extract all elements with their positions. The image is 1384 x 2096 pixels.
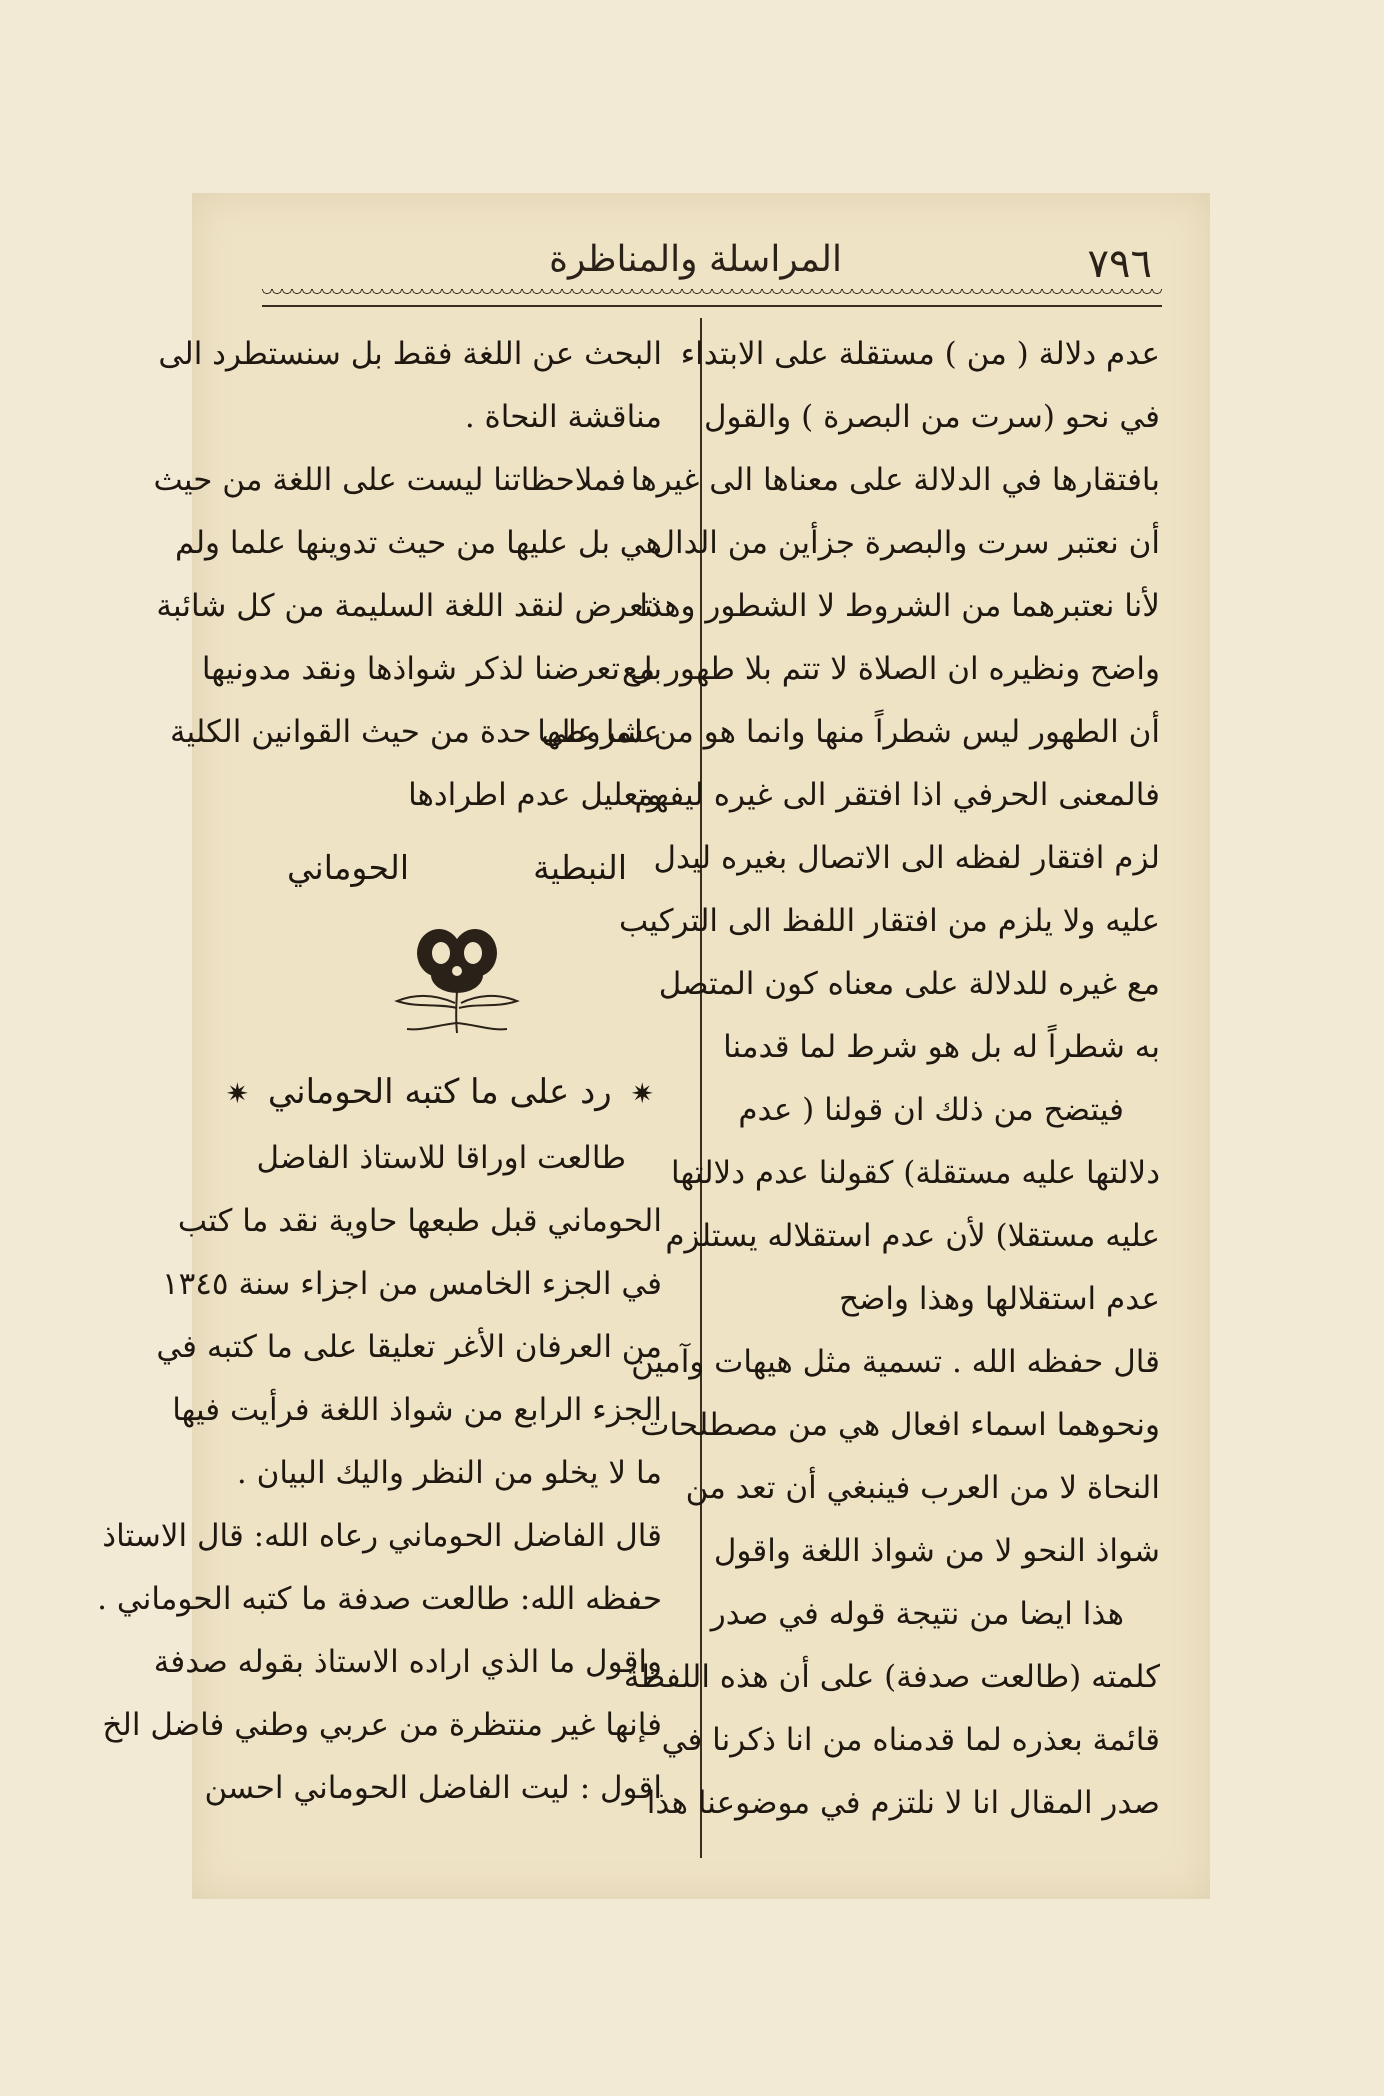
left-column xyxy=(97,323,662,1820)
text-line: فالمعنى الحرفي اذا افتقر الى غيره ليفهم xyxy=(634,777,1160,813)
text-line: لزم افتقار لفظه الى الاتصال بغيره ليدل xyxy=(653,840,1160,876)
text-line: واقول ما الذي اراده الاستاذ بقوله صدفة xyxy=(153,1644,662,1680)
signature-author: الحوماني xyxy=(287,847,409,887)
text-line: عليه مستقلا) لأن عدم استقلاله يستلزم xyxy=(665,1218,1160,1254)
text-line: بافتقارها في الدلالة على معناها الى غيرها xyxy=(630,462,1160,498)
text-line: الحوماني قبل طبعها حاوية نقد ما كتب xyxy=(177,1203,662,1239)
star-ornament-icon: ✷ xyxy=(225,1077,250,1110)
text-line: بل تعرضنا لذكر شواذها ونقد مدونيها xyxy=(201,651,662,687)
text-line: هذا ايضا من نتيجة قوله في صدر xyxy=(710,1596,1124,1632)
text-line: فإنها غير منتظرة من عربي وطني فاضل الخ xyxy=(102,1707,662,1743)
text-line: حفظه الله: طالعت صدفة ما كتبه الحوماني . xyxy=(97,1581,662,1617)
text-line: عدم استقلالها وهذا واضح xyxy=(839,1281,1160,1317)
text-line: النحاة لا من العرب فينبغي أن تعد من xyxy=(685,1470,1160,1506)
text-line: دلالتها عليه مستقلة) كقولنا عدم دلالتها xyxy=(671,1155,1160,1191)
text-line: قائمة بعذره لما قدمناه من انا ذكرنا في xyxy=(661,1722,1160,1758)
text-line: علما على حدة من حيث القوانين الكلية xyxy=(169,714,662,750)
text-line: الجزء الرابع من شواذ اللغة فرأيت فيها xyxy=(172,1392,662,1428)
text-line: مع غيره للدلالة على معناه كون المتصل xyxy=(658,966,1160,1002)
text-line: فيتضح من ذلك ان قولنا ( عدم xyxy=(738,1092,1124,1128)
text-line: صدر المقال انا لا نلتزم في موضوعنا هذا xyxy=(646,1785,1160,1821)
text-line: في الجزء الخامس من اجزاء سنة ١٣٤٥ xyxy=(161,1266,662,1302)
text-line: من العرفان الأغر تعليقا على ما كتبه في xyxy=(156,1329,662,1365)
text-line: واضح ونظيره ان الصلاة لا تتم بلا طهور مع xyxy=(621,651,1160,687)
signature-place: النبطية xyxy=(533,847,627,887)
star-ornament-icon: ✷ xyxy=(630,1077,654,1110)
text-line: في نحو (سرت من البصرة ) والقول xyxy=(704,399,1160,435)
text-line: أن نعتبر سرت والبصرة جزأين من الدال xyxy=(652,525,1160,561)
scanned-page xyxy=(97,193,1210,1899)
text-line: عليه ولا يلزم من افتقار اللفظ الى التركيب xyxy=(618,903,1160,939)
text-line: نتعرض لنقد اللغة السليمة من كل شائبة xyxy=(156,588,662,624)
text-line: ما لا يخلو من النظر واليك البيان . xyxy=(236,1455,662,1491)
text-line: لأنا نعتبرهما من الشروط لا الشطور وهذا xyxy=(639,588,1160,624)
page-number: ٧٩٦ xyxy=(1087,241,1152,287)
text-line: اقول : ليت الفاضل الحوماني احسن xyxy=(204,1770,662,1806)
text-line: قال حفظه الله . تسمية مثل هيهات وآمين xyxy=(631,1344,1160,1380)
flower-ornament-icon xyxy=(377,913,537,1043)
header-rule xyxy=(262,305,1162,307)
text-line: أن الطهور ليس شطراً منها وانما هو من شروطها xyxy=(537,714,1160,750)
header-wavy-rule xyxy=(262,289,1162,299)
text-line: قال الفاضل الحوماني رعاه الله: قال الاستاذ xyxy=(102,1518,662,1554)
text-line: هي بل عليها من حيث تدوينها علما ولم xyxy=(174,525,662,561)
text-line: مناقشة النحاة . xyxy=(464,399,662,435)
section-title xyxy=(225,1057,662,1127)
text-line: ونحوهما اسماء افعال هي من مصطلحات xyxy=(640,1407,1160,1443)
section-title-text: رد على ما كتبه الحوماني xyxy=(267,1072,612,1112)
text-line: كلمته (طالعت صدفة) على أن هذه اللفظة xyxy=(623,1659,1160,1695)
text-line: عدم دلالة ( من ) مستقلة على الابتداء xyxy=(680,336,1160,372)
text-line: به شطراً له بل هو شرط لما قدمنا xyxy=(723,1029,1160,1065)
text-line: وتعليل عدم اطرادها xyxy=(408,777,662,813)
text-line: فملاحظاتنا ليست على اللغة من حيث xyxy=(153,462,626,498)
signatures xyxy=(252,827,662,907)
text-line: شواذ النحو لا من شواذ اللغة واقول xyxy=(713,1533,1160,1569)
text-line: البحث عن اللغة فقط بل سنستطرد الى xyxy=(158,336,662,372)
text-line: طالعت اوراقا للاستاذ الفاضل xyxy=(256,1140,626,1176)
running-title: المراسلة والمناظرة xyxy=(549,239,842,280)
